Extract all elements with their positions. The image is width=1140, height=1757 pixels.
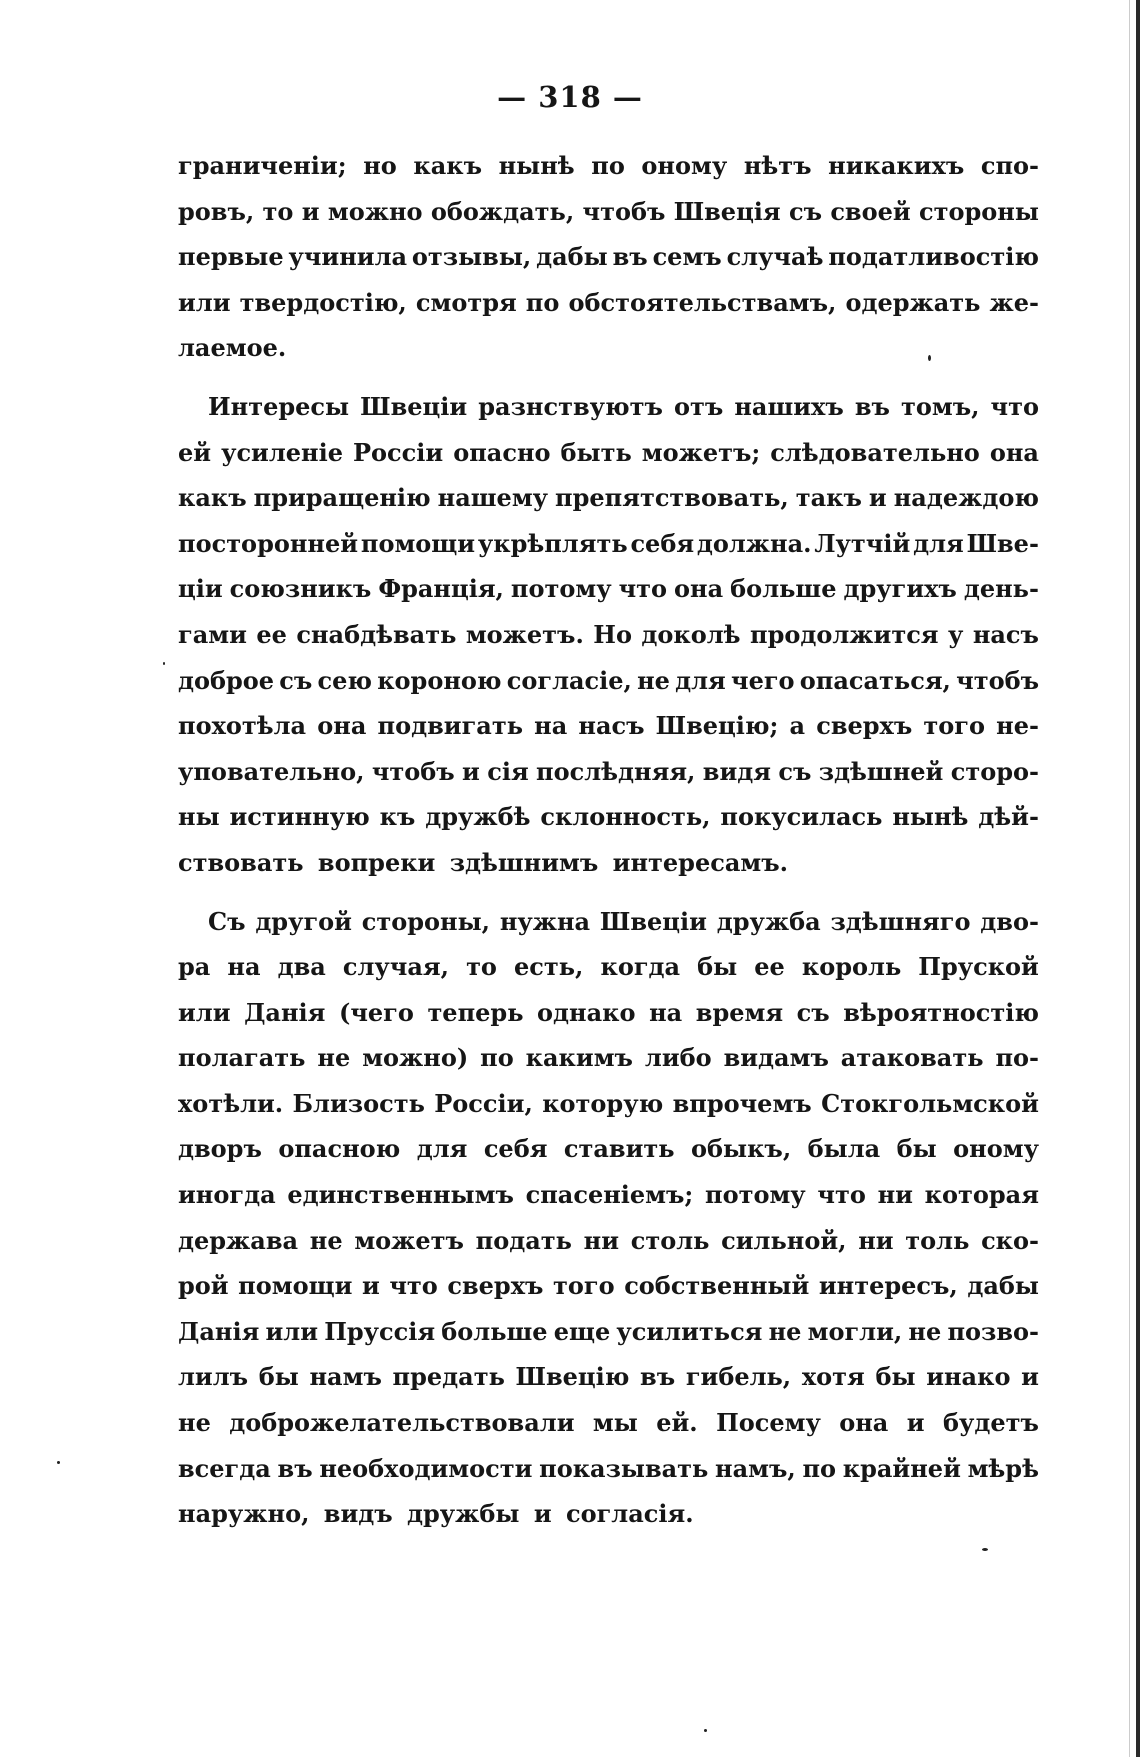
text-line: рой помощи и что сверхъ того собственный интересъ, дабы bbox=[178, 1271, 1039, 1301]
text-line: гами ее снабдѣвать можетъ. Но доколѣ продолжится у насъ bbox=[178, 619, 1039, 649]
body-text bbox=[178, 143, 1039, 1550]
text-line: уповательно, чтобъ и сія послѣдняя, видя съ здѣшней сторо- bbox=[178, 756, 1039, 786]
text-line: лаемое. bbox=[178, 333, 287, 363]
paragraph bbox=[178, 899, 1039, 1537]
scan-speck bbox=[163, 662, 165, 665]
text-line: ны истинную къ дружбѣ склонность, покусилась нынѣ дѣй- bbox=[178, 802, 1039, 832]
text-line: лилъ бы намъ предать Швецію въ гибель, хотя бы инако и bbox=[178, 1362, 1039, 1392]
text-line: или твердостію, смотря по обстоятельствамъ, одержать же- bbox=[178, 287, 1039, 317]
scan-speck bbox=[928, 355, 931, 361]
text-line: доброе съ сею короною согласіе, не для чего опасаться, чтобъ bbox=[178, 665, 1039, 695]
text-line: ствовать вопреки здѣшнимъ интересамъ. bbox=[178, 847, 788, 877]
text-line: граниченіи; но какъ нынѣ по оному нѣтъ никакихъ спо- bbox=[178, 151, 1039, 180]
text-line: ціи союзникъ Франція, потому что она больше другихъ день- bbox=[178, 574, 1039, 604]
text-line: или Данія (чего теперь однако на время съ вѣроятностію bbox=[178, 997, 1039, 1027]
text-line: наружно, видъ дружбы и согласія. bbox=[178, 1499, 694, 1529]
text-line: Съ другой стороны, нужна Швеціи дружба здѣшняго дво- bbox=[208, 906, 1039, 936]
text-line: посторонней помощи укрѣплять себя должна. Лутчій для Шве- bbox=[178, 528, 1039, 558]
text-line: полагать не можно) по какимъ либо видамъ атаковать по- bbox=[178, 1043, 1039, 1073]
text-line: ей усиленіе Россіи опасно быть можетъ; слѣдовательно она bbox=[178, 437, 1039, 467]
text-line: всегда въ необходимости показывать намъ, по крайней мѣрѣ bbox=[178, 1453, 1039, 1483]
text-line: какъ приращенію нашему препятствовать, такъ и надеждою bbox=[178, 483, 1039, 513]
text-line: иногда единственнымъ спасеніемъ; потому что ни которая bbox=[178, 1180, 1039, 1210]
text-line: ра на два случая, то есть, когда бы ее король Пруской bbox=[178, 952, 1039, 982]
text-line: Интересы Швеціи разнствуютъ отъ нашихъ въ томъ, что bbox=[208, 391, 1039, 421]
text-line: держава не можетъ подать ни столь сильной, ни толь ско- bbox=[178, 1225, 1039, 1255]
scan-speck bbox=[57, 1461, 60, 1464]
text-line: Данія или Пруссія больше еще усилиться не могли, не позво- bbox=[178, 1316, 1039, 1346]
text-line: похотѣла она подвигать на насъ Швецію; а сверхъ того не- bbox=[178, 711, 1039, 741]
page-number: — 318 — bbox=[497, 80, 643, 114]
text-line: не доброжелательствовали мы ей. Посему она и будетъ bbox=[178, 1408, 1039, 1438]
scan-speck bbox=[982, 1548, 988, 1551]
paragraph bbox=[178, 143, 1039, 371]
text-line: ровъ, то и можно обождать, чтобъ Швеція съ своей стороны bbox=[178, 196, 1039, 226]
text-line: первые учинила отзывы, дабы въ семъ случаѣ податливостію bbox=[178, 242, 1039, 272]
text-line: дворъ опасною для себя ставить обыкъ, была бы оному bbox=[178, 1134, 1039, 1164]
scan-edge bbox=[1136, 0, 1140, 1757]
scan-edge-shadow bbox=[1129, 0, 1130, 1757]
scan-speck bbox=[704, 1729, 707, 1732]
text-line: хотѣли. Близость Россіи, которую впрочемъ Стокгольмской bbox=[178, 1088, 1039, 1118]
paragraph bbox=[178, 384, 1039, 886]
